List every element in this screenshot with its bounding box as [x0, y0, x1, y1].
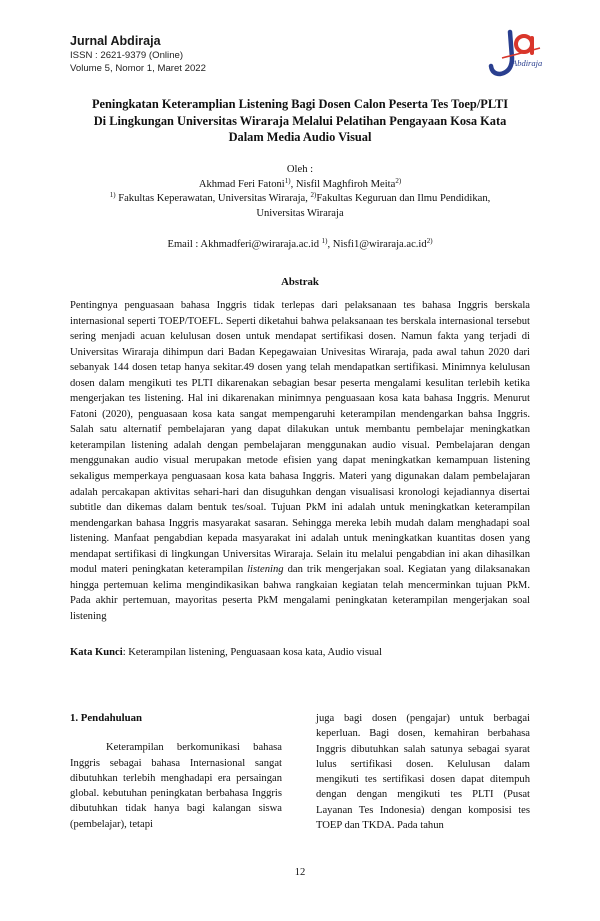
- aff-1: Fakultas Keperawatan, Universitas Wiraraja,: [115, 193, 311, 204]
- section-heading: 1. Pendahuluan: [70, 712, 143, 724]
- affiliation-line-2: Universitas Wiraraja: [256, 207, 344, 219]
- email-2-sup: 2): [426, 237, 433, 245]
- body-paragraph: Keterampilan berkomunikasi bahasa Inggris sebagai bahasa Internasional sangat dibutuhkan terlebih menghadapi era persaingan global. kebutuhan peningkatan berbahasa Inggris dibutuhkan tidak hanya bagi kalangan siswa (pembelajar), tetapi: [70, 742, 282, 830]
- aff-2-sup: 2): [310, 191, 317, 199]
- author-1: Akhmad Feri Fatoni: [198, 178, 285, 190]
- journal-volume: Volume 5, Nomor 1, Maret 2022: [70, 63, 206, 74]
- email-2: , Nisfi1@wiraraja.ac.id: [327, 239, 427, 250]
- aff-1-sup: 1): [109, 191, 116, 199]
- abstract-italic: listening: [247, 564, 284, 576]
- aff-2: Fakultas Keguruan dan Ilmu Pendidikan,: [316, 193, 491, 204]
- journal-issn: ISSN : 2621-9379 (Online): [70, 50, 184, 61]
- author-2: Nisfil Maghfiroh Meita: [295, 178, 396, 190]
- column-left: [70, 711, 282, 832]
- page-number: 12: [294, 867, 306, 878]
- author-names: [70, 178, 530, 193]
- keywords-label: Kata Kunci: [70, 647, 123, 658]
- abstract-text-2: dan trik mengerjakan soal. Kegiatan yang dilaksanakan hingga pertemuan kelima mengindikasikan bahwa rangkaian kegiatan telah mencerminkan tujuan PkM. Pada akhir pertemuan, mayoritas peserta PkM mengalami peningkatan keterampilan mengerjakan soal listening: [70, 564, 530, 622]
- logo-lettering: Abdiraja: [512, 58, 543, 68]
- keywords: [70, 646, 530, 660]
- abstract-heading: Abstrak: [281, 276, 319, 288]
- column-right: [316, 711, 530, 833]
- journal-logo: [488, 28, 550, 84]
- email-1-sup: 1): [321, 237, 328, 245]
- author-2-sup: 2): [395, 176, 402, 185]
- title-line: Di Lingkungan Universitas Wiraraja Melalui Pelatihan Pengayaan Kosa Kata: [93, 113, 507, 128]
- oleh-label: Oleh :: [286, 164, 314, 175]
- journal-name: Jurnal Abdiraja: [70, 34, 161, 48]
- paper-title: [70, 96, 530, 146]
- affiliations: [70, 192, 530, 207]
- title-line: Peningkatan Keteramplian Listening Bagi Dosen Calon Peserta Tes Toep/PLTI: [91, 97, 509, 111]
- author-1-sup: 1): [284, 176, 291, 185]
- keywords-text: : Keterampilan listening, Penguasaan kosa kata, Audio visual: [122, 647, 382, 658]
- title-line: Dalam Media Audio Visual: [228, 130, 372, 144]
- email-label: Email : Akhmadferi@wiraraja.ac.id: [167, 239, 322, 250]
- abstract-text-1: Pentingnya penguasaan bahasa Inggris tidak terlepas dari pelaksanaan tes bahasa Inggris berskala internasional seperti TOEP/TOEFL. Seperti diketahui bahwa pelaksanaan tes berskala internasional tersebut sering menjadi acuan kelulusan dosen untuk mendapat sertifikasi dosen. Namun fakta yang terjadi di Universitas Wiraraja dihimpun dari Badan Kepegawaian Univesitas Wiraraja, pada awal tahun 2020 dari sebanyak 144 dosen tetap hanya sekitar.49 dosen yang telah mendapatkan sertifikasi. Minimnya kelulusan dosen dalam mengikuti tes PLTI dikarenakan sebagian besar peserta mengalami kesulitan terlebih ketika mengerjakan tes listening. Hal ini dikarenakan minimnya penguasaan kosa kata bahasa Inggris. Menurut Fatoni (2020), penguasaan kosa kata sangat mempengaruhi keterampilan mendengarkan bahsa Inggris. Salah satu alternatif pembelajaran yang dapat dilakukan untuk membantu pembelajar meningkatkan keterampilan listening adalah dengan pembelajaran menggunakan audio visual. Pembelajaran dengan menggunakan audio visual merupakan metode efisien yang dapat meningkatkan kemampuan listening sekaligus memperkaya penguasaan kosa kata bahasa Inggris. Materi yang digunakan dalam pembelajaran adalah percakapan aktivitas sehari-hari dan disuguhkan dengan visualisasi kronologi kejadiannya disertai subtitle dan dikemas dalam bentuk tes/soal. Tujuan PkM ini adalah untuk meningkatkan keterampilan mendengarkan bahasa Inggris masyarakat sasaran. Sehingga mereka lebih mudah dalam menghadapi soal listening. Manfaat pengabdian kepada masyarakat ini adalah untuk meningkatkan kuantitas dosen yang mendapat sertifikasi di lingkungan Universitas Wiraraja. Selain itu melalui pengabdian ini akan dihasilkan modul materi peningkatan keterampilan: [70, 300, 530, 576]
- journal-header: [70, 33, 206, 75]
- abstract-body: [70, 298, 530, 624]
- author-block: [70, 163, 530, 253]
- author-separator: ,: [290, 178, 296, 190]
- email-line: [70, 238, 530, 253]
- body-paragraph-continued: juga bagi dosen (pengajar) untuk berbagai keperluan. Bagi dosen, kemahiran berbahasa Inggris dibutuhkan salah satunya sebagai syarat lulus sertifikasi dosen. Kelulusan dalam mengikuti tes sertifikasi dosen dapat ditempuh dengan dengan mengikuti tes PLTI (Pusat Layanan Tes Indonesia) dengan komposisi tes TOEP dan TKDA. Pada tahun: [316, 713, 530, 832]
